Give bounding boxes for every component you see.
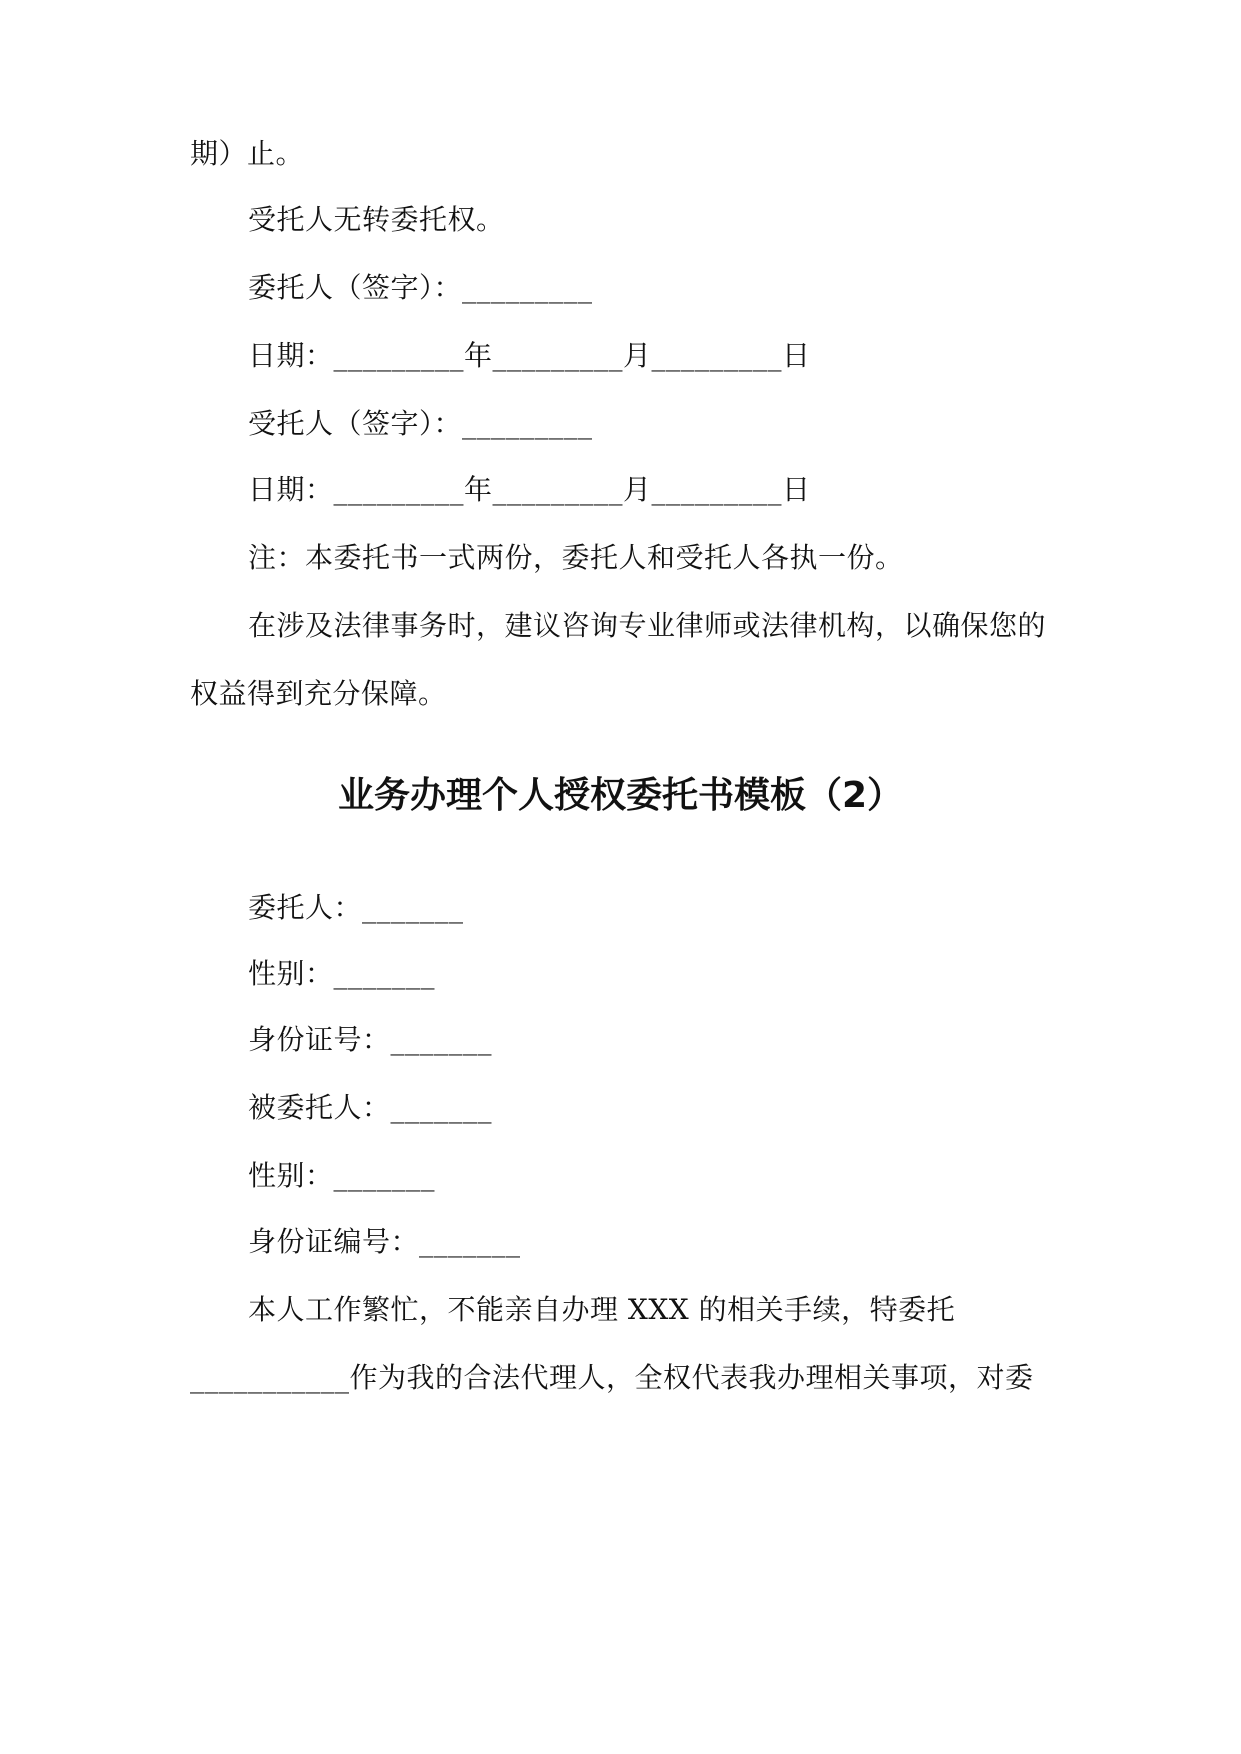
agent-gender-field: 性别：_______: [248, 1159, 436, 1192]
advice-paragraph-line1: 在涉及法律事务时，建议咨询专业律师或法律机构，以确保您的: [248, 609, 1047, 642]
note-paragraph: 注：本委托书一式两份，委托人和受托人各执一份。: [248, 541, 904, 574]
agent-date-line: 日期：_________年_________月_________日: [248, 473, 811, 506]
body-paragraph-line2: ___________作为我的合法代理人，全权代表我办理相关事项，对委: [190, 1361, 1034, 1394]
principal-signature-line: 委托人（签字）：_________: [248, 271, 593, 304]
agent-signature-line: 受托人（签字）：_________: [248, 407, 593, 440]
continuation-line: 期）止。: [190, 137, 305, 170]
no-subdelegation-clause: 受托人无转委托权。: [248, 203, 505, 236]
agent-id-field: 身份证编号：_______: [248, 1225, 521, 1258]
principal-field: 委托人：_______: [248, 891, 464, 924]
principal-id-field: 身份证号：_______: [248, 1023, 493, 1056]
advice-paragraph-line2: 权益得到充分保障。: [190, 677, 447, 710]
agent-field: 被委托人：_______: [248, 1091, 493, 1124]
body-paragraph-line1: 本人工作繁忙，不能亲自办理 XXX 的相关手续，特委托: [248, 1293, 956, 1326]
principal-gender-field: 性别：_______: [248, 957, 436, 990]
principal-date-line: 日期：_________年_________月_________日: [248, 339, 811, 372]
section-title: 业务办理个人授权委托书模板（2）: [337, 775, 904, 816]
